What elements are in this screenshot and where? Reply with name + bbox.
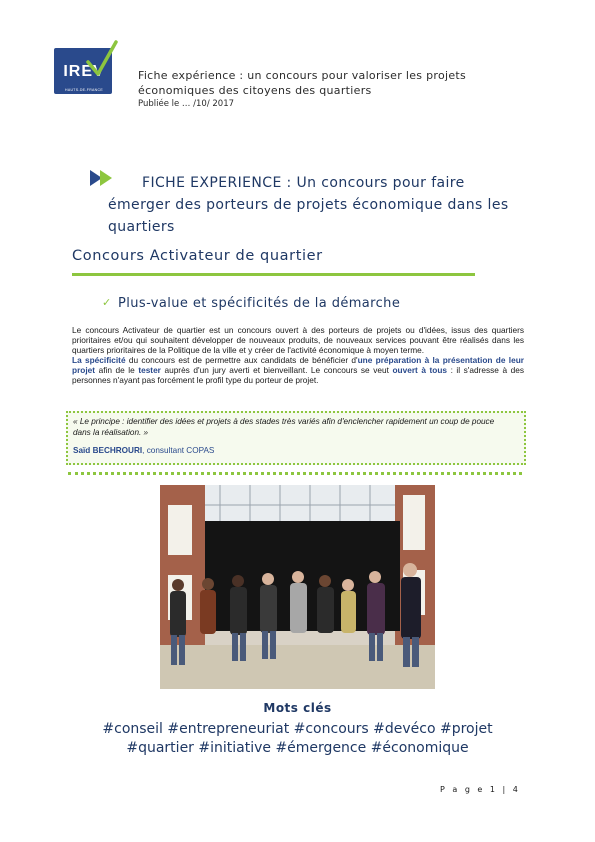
dotted-divider — [68, 472, 522, 475]
logo-text: IREV — [63, 63, 105, 80]
subsection-title: Plus-value et spécificités de la démarche — [118, 296, 401, 311]
quote-box — [66, 411, 526, 465]
quote-author — [73, 446, 214, 455]
body-text — [72, 325, 524, 385]
quote-text: « Le principe : identifier des idées et projets à des stades très variés afin d'enclencher rapidement un coup de pouce dans la réalisation. » — [73, 417, 495, 437]
section-title: Concours Activateur de quartier — [72, 248, 323, 264]
fiche-title — [108, 172, 528, 238]
fiche-title-rest: émerger des porteurs de projets économique dans les quartiers — [108, 197, 509, 235]
paragraph-2 — [72, 355, 524, 385]
keywords-title: Mots clés — [263, 701, 332, 715]
quote-author-role: , consultant COPAS — [142, 446, 215, 455]
highlight-specificite: La spécificité — [72, 355, 126, 365]
paragraph-2-text-4: : il s'adresse à des personnes n'ayant pas forcément le profil type du porteur de projet. — [72, 365, 524, 385]
check-icon: ✓ — [102, 296, 112, 309]
highlight-preparation: une préparation à la présentation de leur projet — [72, 355, 524, 375]
paragraph-1: Le concours Activateur de quartier est un concours ouvert à des porteurs de projets ou d'idées, issus des quartiers prioritaires et/ou qui souhaitent développer de nouveaux produits, de nouveaux services pouvant être réalisés dans les quartiers prioritaires de la Politique de la ville et y créer de l'activité économique à moyen terme. — [72, 325, 524, 355]
paragraph-2-text-2: afin de le — [95, 365, 139, 375]
irev-logo — [54, 40, 120, 96]
keywords-line-1: #conseil #entrepreneuriat #concours #devéco #projet — [102, 721, 493, 737]
page-number: P a g e 1 | 4 — [440, 785, 521, 794]
highlight-ouvert: ouvert à tous — [392, 365, 448, 375]
paragraph-2-text-3: auprès d'un jury averti et bienveillant. Le concours se veut — [160, 365, 393, 375]
group-photo — [160, 485, 435, 689]
publication-date: Publiée le … /10/ 2017 — [138, 99, 235, 109]
keywords-line-2: #quartier #initiative #émergence #économique — [126, 740, 469, 756]
logo-check-icon — [84, 40, 120, 80]
paragraph-2-text-1: du concours est de permettre aux candidats de bénéficier d' — [125, 355, 358, 365]
section-divider — [72, 273, 475, 276]
quote-author-name: Saïd BECHROURI — [73, 446, 143, 455]
logo-subtext: HAUTS-DE-FRANCE — [65, 88, 103, 92]
highlight-tester: tester — [138, 365, 161, 375]
fiche-title-lead: FICHE EXPERIENCE : Un concours pour faire — [142, 175, 465, 191]
keywords-list — [80, 720, 515, 758]
header-title: Fiche expérience : un concours pour valoriser les projets économiques des citoyens des quartiers — [138, 69, 467, 97]
